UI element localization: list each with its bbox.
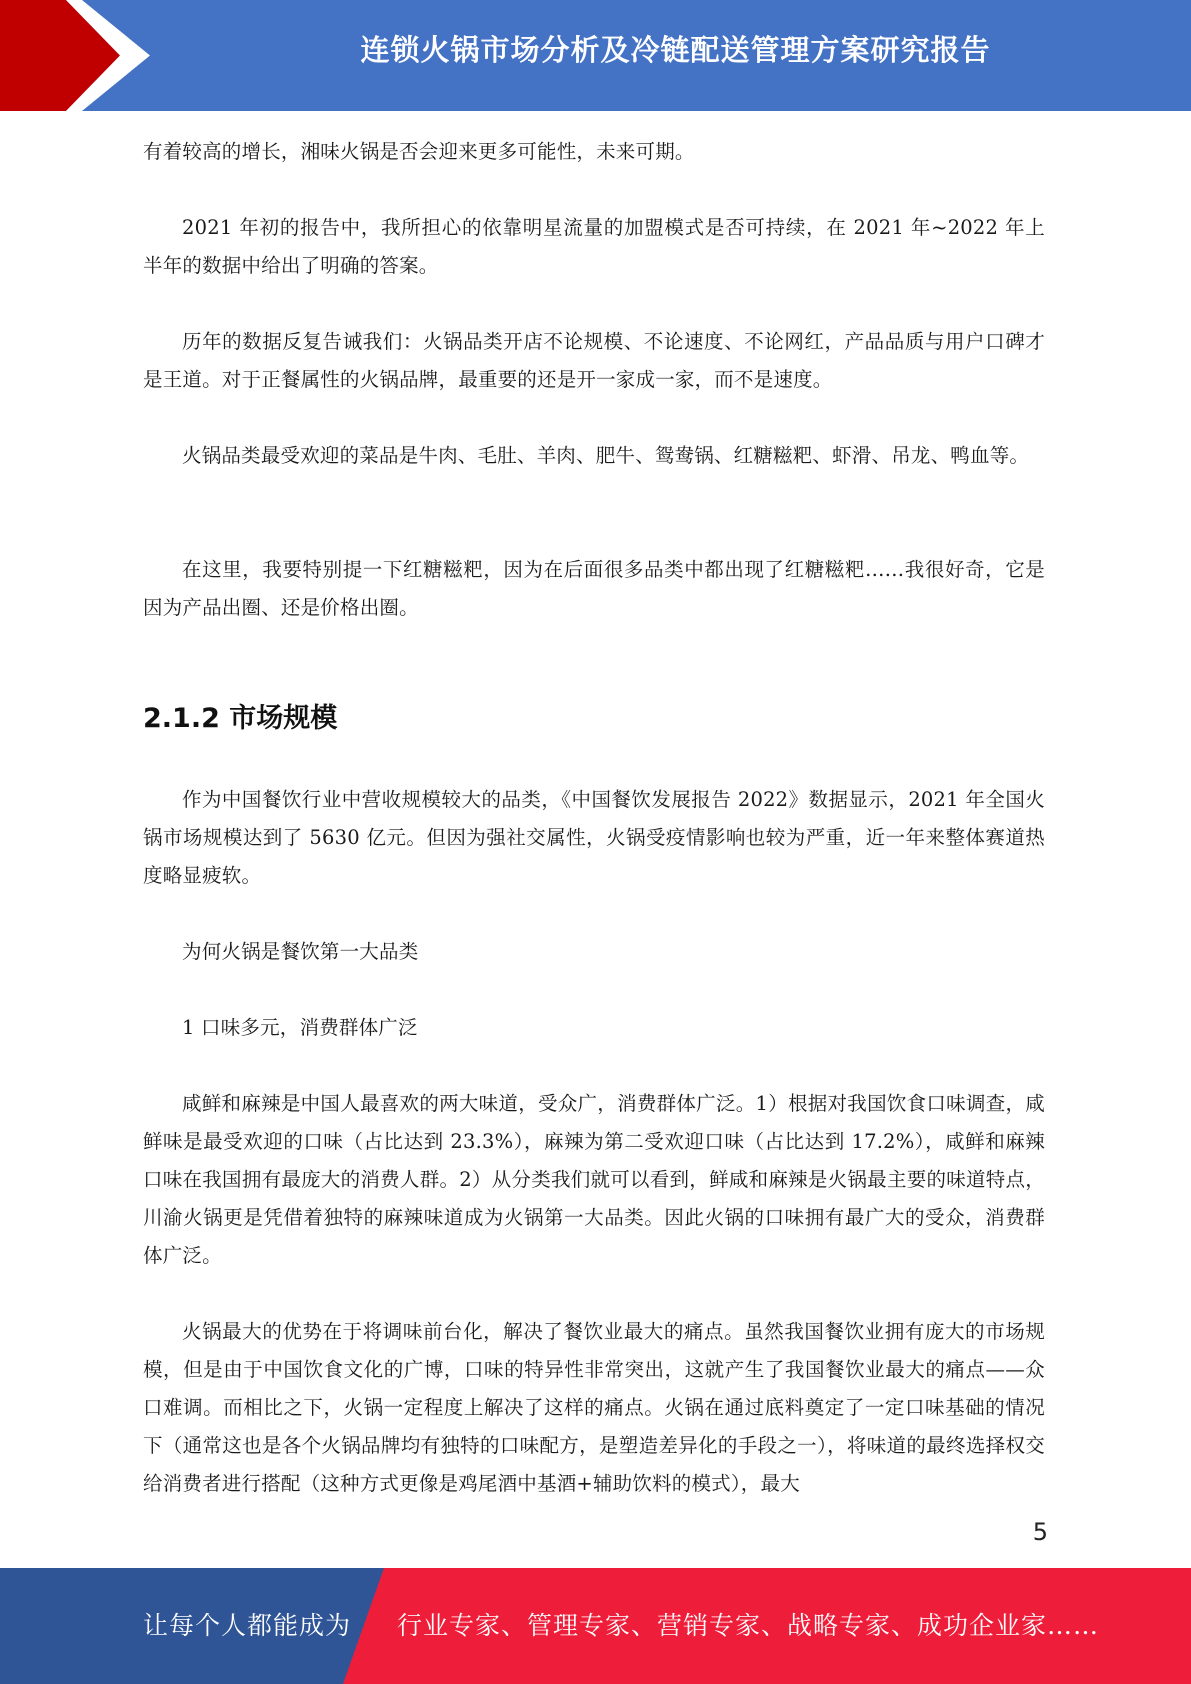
section-heading: 2.1.2 市场规模: [143, 703, 338, 734]
paragraph: 2021 年初的报告中，我所担心的依靠明星流量的加盟模式是否可持续，在 2021 年~2022 年上半年的数据中给出了明确的答案。: [143, 216, 1045, 277]
header-arrow-icon: [0, 0, 160, 111]
paragraph: 有着较高的增长，湘味火锅是否会迎来更多可能性，未来可期。: [143, 140, 695, 163]
paragraph: 火锅品类最受欢迎的菜品是牛肉、毛肚、羊肉、肥牛、鸳鸯锅、红糖糍粑、虾滑、吊龙、鸭血等。: [182, 444, 1030, 467]
page-number: 5: [1032, 1518, 1048, 1546]
paragraph: 火锅最大的优势在于将调味前台化，解决了餐饮业最大的痛点。虽然我国餐饮业拥有庞大的市场规模，但是由于中国饮食文化的广博，口味的特异性非常突出，这就产生了我国餐饮业最大的痛点——众口难调。而相比之下，火锅一定程度上解决了这样的痛点。火锅在通过底料奠定了一定口味基础的情况下（通常这也是各个火锅品牌均有独特的口味配方，是塑造差异化的手段之一），将味道的最终选择权交给消费者进行搭配（这种方式更像是鸡尾酒中基酒+辅助饮料的模式），最大: [143, 1320, 1045, 1495]
paragraph: 作为中国餐饮行业中营收规模较大的品类，《中国餐饮发展报告 2022》数据显示，2021 年全国火锅市场规模达到了 5630 亿元。但因为强社交属性，火锅受疫情影响也较为严重，近一年来整体赛道热度略显疲软。: [143, 788, 1045, 887]
header-title: 连锁火锅市场分析及冷链配送管理方案研究报告: [360, 33, 991, 67]
paragraph: 在这里，我要特别提一下红糖糍粑，因为在后面很多品类中都出现了红糖糍粑……我很好奇，它是因为产品出圈、还是价格出圈。: [143, 558, 1045, 619]
footer-slogan-right: 行业专家、管理专家、营销专家、战略专家、成功企业家……: [397, 1611, 1100, 1640]
page-header: [0, 0, 1191, 111]
paragraph: 历年的数据反复告诫我们：火锅品类开店不论规模、不论速度、不论网红，产品品质与用户口碑才是王道。对于正餐属性的火锅品牌，最重要的还是开一家成一家，而不是速度。: [143, 330, 1045, 391]
footer-slogan-left: 让每个人都能成为: [143, 1611, 352, 1640]
paragraph: 咸鲜和麻辣是中国人最喜欢的两大味道，受众广，消费群体广泛。1）根据对我国饮食口味调查，咸鲜味是最受欢迎的口味（占比达到 23.3%），麻辣为第二受欢迎口味（占比达到 17.2%），咸鲜和麻辣口味在我国拥有最庞大的消费人群。2）从分类我们就可以看到，鲜咸和麻辣是火锅最主要的味道特点，川渝火锅更是凭借着独特的麻辣味道成为火锅第一大品类。因此火锅的口味拥有最广大的受众，消费群体广泛。: [143, 1092, 1045, 1267]
paragraph: 为何火锅是餐饮第一大品类: [182, 940, 419, 963]
paragraph: 1 口味多元，消费群体广泛: [182, 1016, 418, 1039]
page-footer: [0, 1568, 1191, 1684]
